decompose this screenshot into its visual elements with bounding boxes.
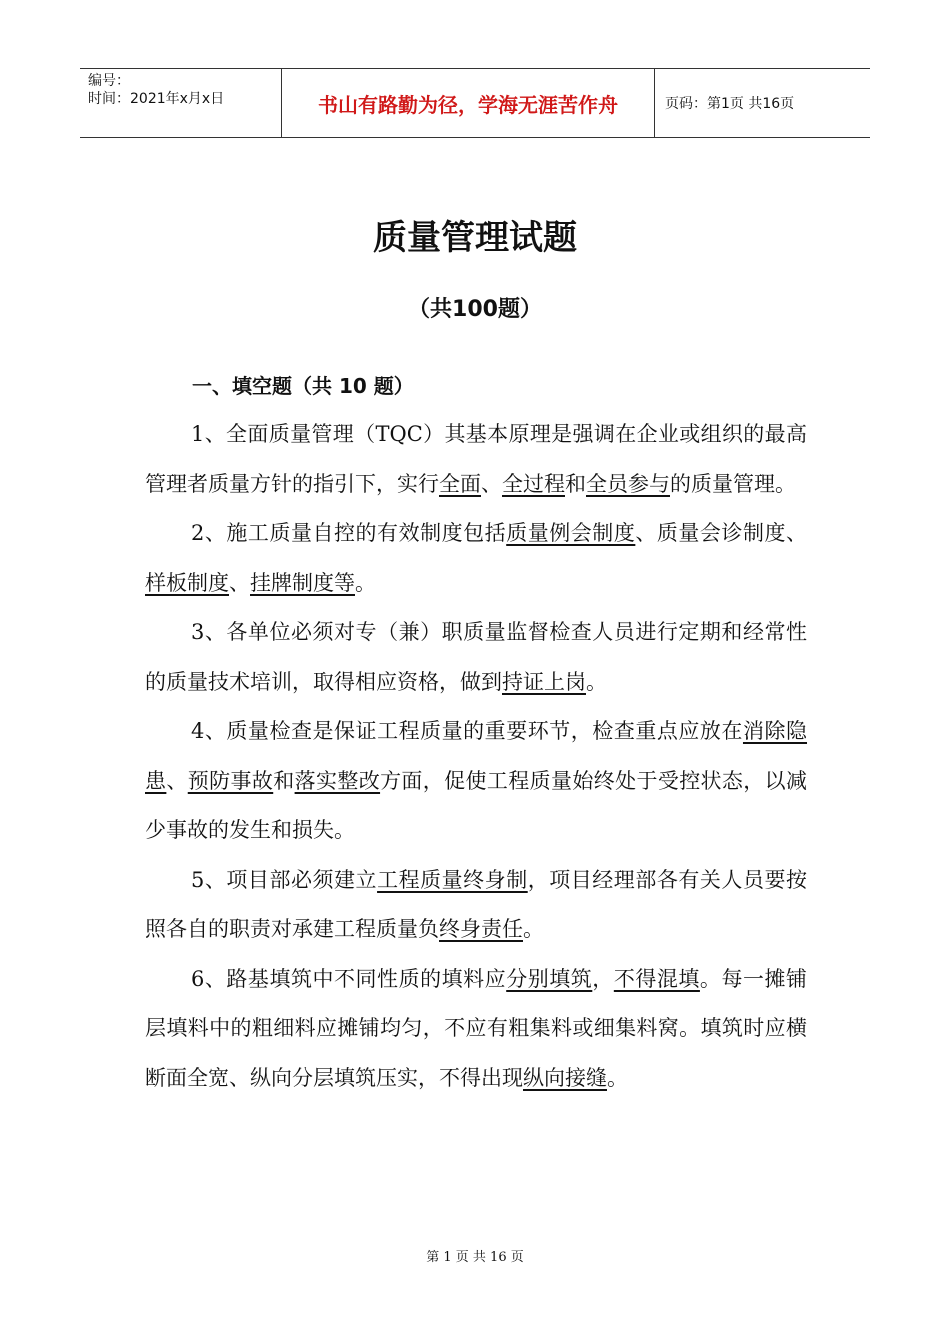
time-label: 时间：2021年x月x日	[88, 91, 225, 107]
answer-blank: 纵向接缝	[523, 1065, 607, 1090]
header-page-info: 页码：第1页 共16页	[665, 96, 795, 112]
question-list	[145, 410, 807, 1103]
answer-blank: 持证上岗	[502, 669, 586, 694]
question-1: 1、全面质量管理（TQC）其基本原理是强调在企业或组织的最高管理者质量方针的指引下，实行全面、全过程和全员参与的质量管理。	[145, 422, 807, 496]
page-footer: 第 1 页 共 16 页	[426, 1250, 524, 1265]
number-label: 编号：	[88, 73, 130, 89]
header-table	[80, 68, 870, 138]
answer-blank: 全面	[439, 471, 481, 496]
section-title: 一、填空题（共 10 题）	[192, 374, 414, 398]
answer-blank: 质量例会制度	[506, 521, 636, 545]
header-motto: 书山有路勤为径，学海无涯苦作舟	[281, 69, 655, 137]
answer-blank: 全员参与	[586, 471, 670, 496]
answer-blank: 样板制度	[145, 570, 229, 595]
answer-blank: 分别填筑	[506, 966, 593, 991]
question-3: 3、各单位必须对专（兼）职质量监督检查人员进行定期和经常性的质量技术培训，取得相应资格，做到持证上岗。	[145, 620, 807, 694]
header-meta	[80, 69, 281, 137]
answer-blank: 预防事故	[187, 768, 274, 793]
answer-blank: 不得混填	[613, 966, 700, 991]
answer-blank: 挂牌制度等	[250, 570, 355, 595]
answer-blank: 工程质量终身制	[377, 867, 528, 892]
answer-blank: 落实整改	[294, 768, 381, 793]
question-5: 5、项目部必须建立工程质量终身制，项目经理部各有关人员要按照各自的职责对承建工程质量负终身责任。	[145, 867, 807, 941]
question-6: 6、路基填筑中不同性质的填料应分别填筑，不得混填。每一摊铺层填料中的粗细料应摊铺均匀，不应有粗集料或细集料窝。填筑时应横断面全宽、纵向分层填筑压实，不得出现纵向接缝。	[145, 966, 808, 1090]
answer-blank: 终身责任	[439, 917, 523, 941]
question-4: 4、质量检查是保证工程质量的重要环节，检查重点应放在消除隐患、预防事故和落实整改方面，促使工程质量始终处于受控状态，以减少事故的发生和损失。	[145, 719, 808, 842]
answer-blank: 全过程	[502, 471, 565, 496]
answer-blank: 消除隐患	[145, 719, 808, 793]
question-2: 2、施工质量自控的有效制度包括质量例会制度、质量会诊制度、样板制度、挂牌制度等。	[145, 521, 807, 595]
document-title: 质量管理试题	[373, 218, 577, 258]
document-subtitle: （共100题）	[408, 297, 542, 322]
